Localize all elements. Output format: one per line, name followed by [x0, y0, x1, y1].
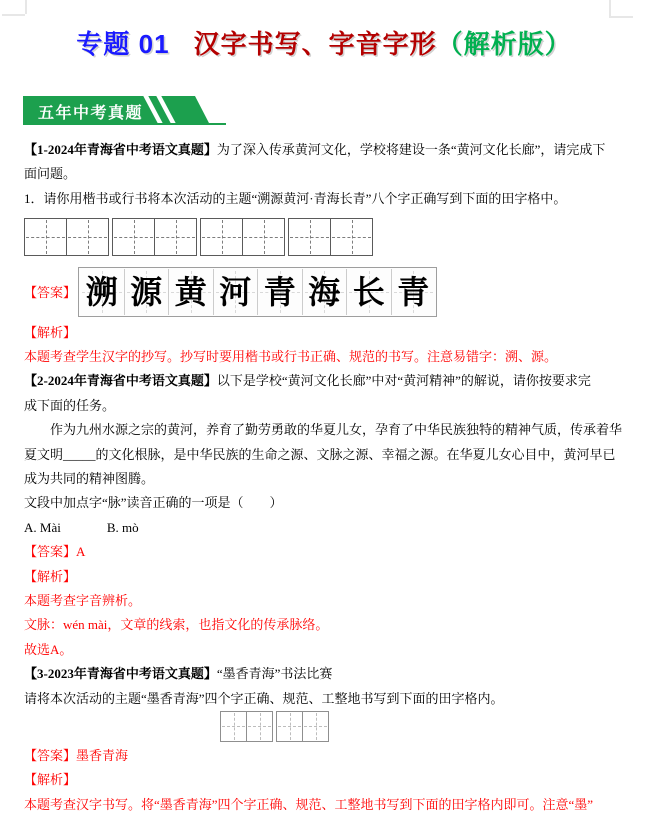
q1-answer-label: 【答案】	[24, 285, 77, 301]
q2-question-text: 文段中加点字“脉”读音正确的一项是（ ）	[24, 495, 283, 511]
answer-character: 溯	[85, 273, 118, 310]
q2-passage-line: 夏文明_____的文化根脉，是中华民族的生命之源、文脉之源、幸福之源。在华夏儿女心目中，黄河早已	[24, 446, 616, 462]
writing-grid-cell	[247, 711, 273, 742]
q2-intro-text: 以下是学校“黄河文化长廊”中对“黄河精神”的解说，请你按要求完	[216, 373, 591, 389]
q2-analysis-label: 【解析】	[24, 568, 77, 584]
q1-task-text: 1．请你用楷书或行书将本次活动的主题“溯源黄河·青海长青”八个字正确写到下面的田字格中。	[24, 190, 567, 206]
q3-intro-text: “墨香青海”书法比赛	[216, 666, 333, 682]
q2-intro-text-cont: 成下面的任务。	[24, 397, 116, 413]
writing-grid-cell	[243, 218, 285, 256]
writing-grid-cell	[303, 711, 329, 742]
q3-answer-label: 【答案】	[24, 747, 77, 763]
writing-grid-pair	[200, 218, 285, 256]
answer-grid-cell	[124, 269, 169, 315]
answer-grid-cell	[168, 269, 213, 315]
q2-answer-row	[24, 540, 625, 564]
answer-character: 源	[130, 273, 163, 310]
page-margin-mark-top-left	[2, 14, 25, 16]
q1-answer-grid-image	[78, 267, 437, 317]
writing-grid-cell	[200, 218, 243, 256]
answer-character: 黄	[174, 273, 207, 310]
q2-analysis-line: 文脉：wén mài，文章的线索，也指文化的传承脉络。	[24, 617, 329, 633]
title-topic-name: 汉字书写、字音字形	[193, 29, 437, 59]
q2-options	[24, 516, 625, 540]
answer-character: 海	[308, 273, 341, 310]
q1-intro-text-cont: 面问题。	[24, 166, 77, 182]
q3-answer-value: 墨香青海	[76, 747, 129, 763]
answer-grid-cell	[346, 269, 391, 315]
q2-source-tag: 【2-2024年青海省中考语文真题】	[24, 373, 217, 389]
q3-header	[24, 662, 625, 686]
q1-source-tag: 【1-2024年青海省中考语文真题】	[24, 142, 217, 157]
writing-grid-cell	[276, 711, 303, 742]
writing-grid-cell	[24, 218, 67, 256]
writing-grid-pair	[288, 218, 373, 256]
writing-grid-pair	[112, 218, 197, 256]
q2-passage-line: 作为九州水源之宗的黄河，养育了勤劳勇敢的华夏儿女，孕育了中华民族独特的精神气质，传承着华	[50, 422, 623, 438]
q1-header	[24, 138, 625, 162]
answer-grid-cell	[80, 269, 124, 315]
q1-writing-grid	[24, 218, 625, 256]
answer-character: 长	[352, 273, 385, 310]
answer-character: 青	[397, 273, 430, 310]
q2-passage-line: 成为共同的精神图腾。	[24, 471, 155, 487]
writing-grid-cell	[67, 218, 109, 256]
answer-grid-cell	[302, 269, 347, 315]
q2-answer-label: 【答案】	[24, 544, 77, 560]
writing-grid-cell	[220, 711, 247, 742]
title-topic-number: 专题 01	[76, 29, 170, 59]
title-edition-tag: （解析版）	[436, 29, 572, 59]
answer-character: 青	[263, 273, 296, 310]
section-banner-label: 五年中考真题	[38, 105, 144, 122]
q3-task-text: 请将本次活动的主题“墨香青海”四个字正确、规范、工整地书写到下面的田字格内。	[24, 690, 504, 706]
q3-writing-grid	[220, 711, 625, 742]
writing-grid-pair	[220, 711, 273, 742]
q3-analysis-label: 【解析】	[24, 772, 77, 788]
page-margin-mark-top-right	[609, 0, 611, 16]
q2-analysis-line: 故选A。	[24, 641, 73, 657]
writing-grid-cell	[112, 218, 155, 256]
writing-grid-pair	[24, 218, 109, 256]
writing-grid-pair	[276, 711, 329, 742]
q2-analysis-line: 本题考查字音辨析。	[24, 592, 142, 608]
q1-answer-row	[24, 267, 625, 317]
q3-analysis-text: 本题考查汉字书写。将“墨香青海”四个字正确、规范、工整地书写到下面的田字格内即可。注意“墨”	[24, 796, 594, 812]
q1-analysis-label: 【解析】	[24, 324, 77, 340]
answer-grid-cell	[391, 269, 436, 315]
writing-grid-cell	[155, 218, 197, 256]
q1-intro-text: 为了深入传承黄河文化，学校将建设一条“黄河文化长廊”，请完成下	[216, 142, 606, 157]
page-margin-mark-top-left	[25, 0, 27, 14]
q3-source-tag: 【3-2023年青海省中考语文真题】	[24, 666, 217, 682]
writing-grid-cell	[331, 218, 373, 256]
q2-option-a: A. Mài	[24, 519, 61, 535]
q2-option-b: B. mò	[106, 519, 139, 535]
q3-answer-row	[24, 744, 625, 768]
section-ribbon	[23, 96, 253, 127]
answer-character: 河	[219, 273, 252, 310]
answer-grid-cell	[213, 269, 258, 315]
writing-grid-cell	[288, 218, 331, 256]
page-title	[0, 24, 648, 61]
answer-grid-cell	[257, 269, 302, 315]
q2-answer-value: A	[76, 544, 86, 560]
ribbon-underline	[23, 123, 226, 125]
page-margin-mark-top-right	[609, 16, 633, 18]
document-body	[24, 138, 625, 817]
q1-analysis-text: 本题考查学生汉字的抄写。抄写时要用楷书或行书正确、规范的书写。注意易错字：溯、源。	[24, 349, 558, 365]
q2-header	[24, 369, 625, 393]
